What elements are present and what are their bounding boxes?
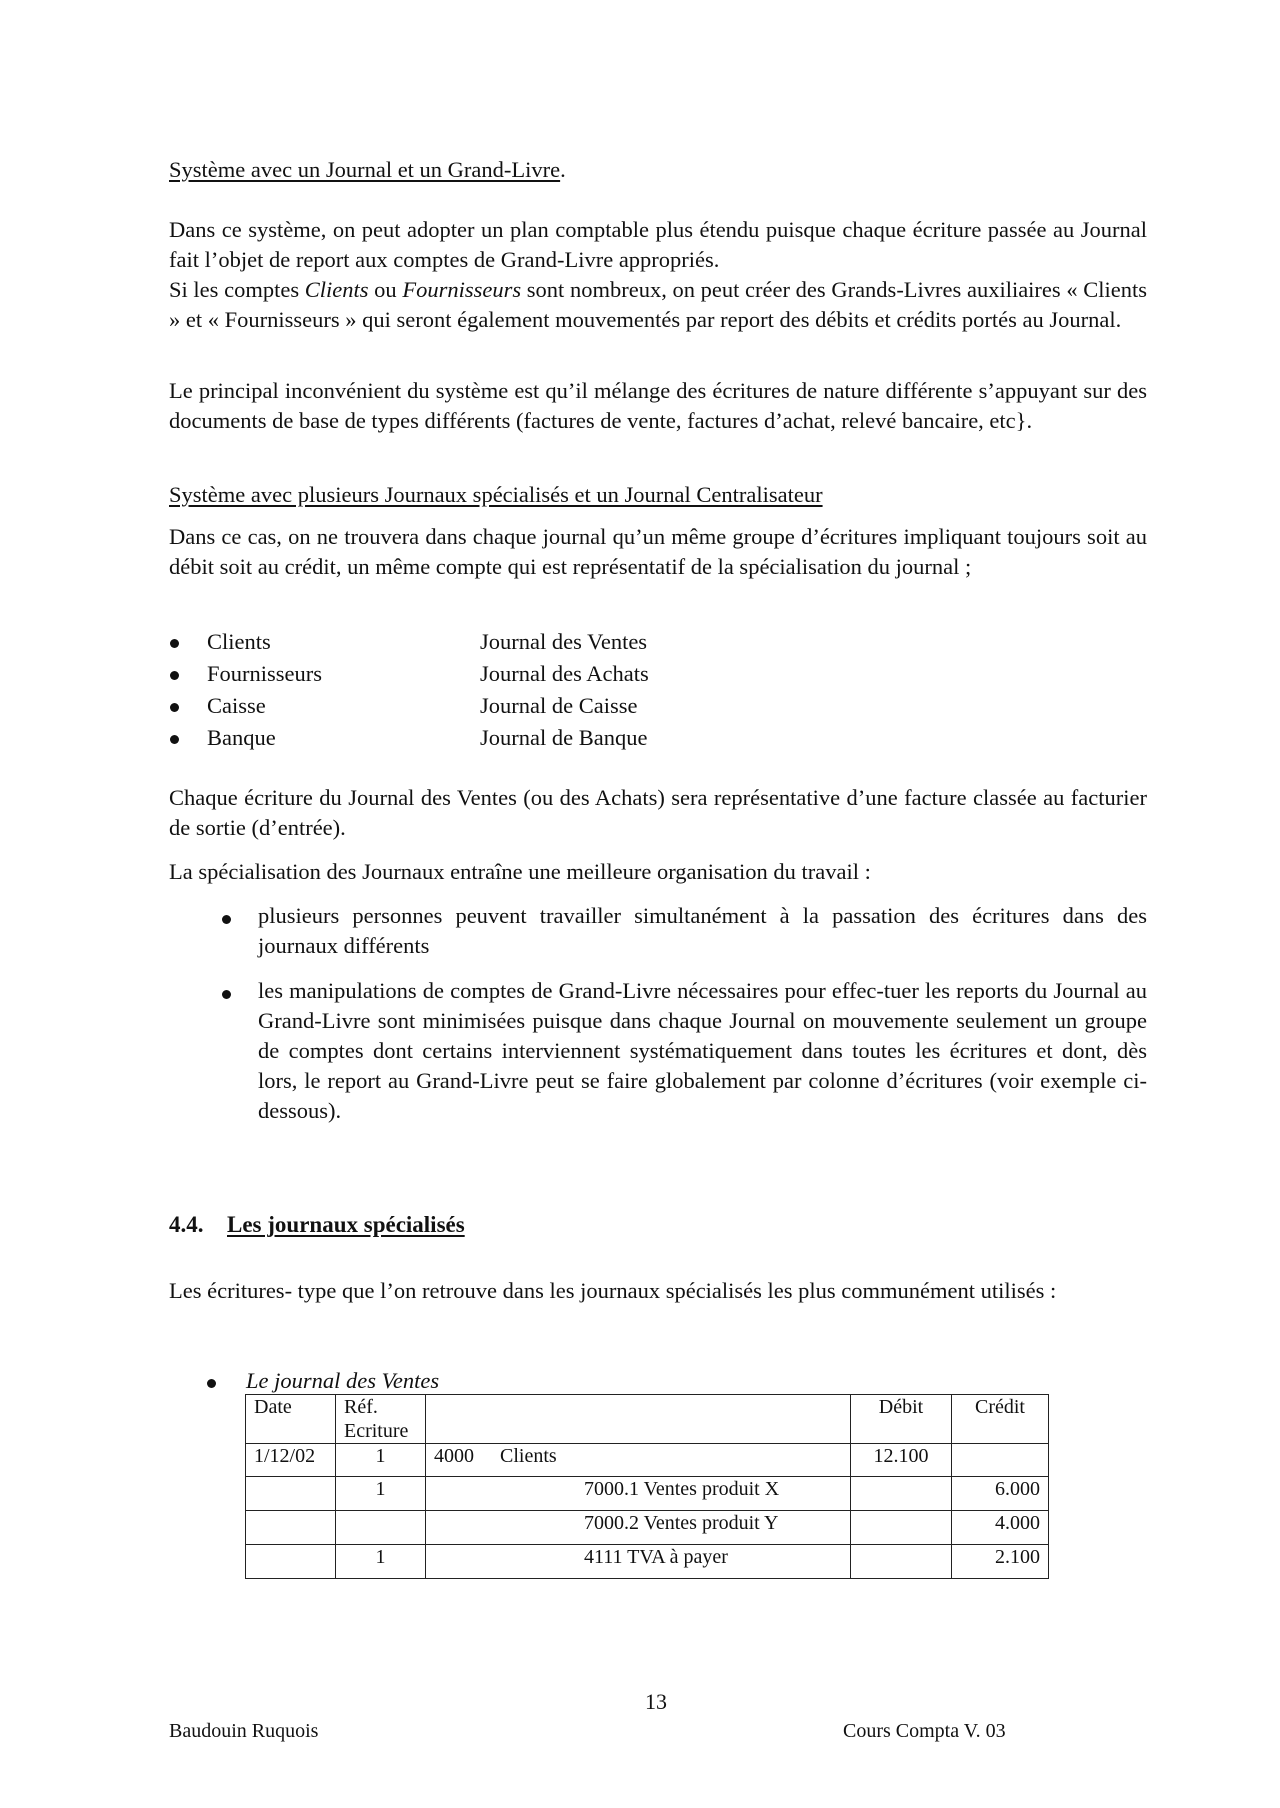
bullet-icon	[170, 722, 179, 752]
heading-system-journal-grand-livre: Système avec un Journal et un Grand-Livre.	[169, 157, 566, 182]
cell-ref: 1	[336, 1477, 426, 1511]
page-number: 13	[645, 1689, 667, 1714]
header-date: Date	[246, 1395, 336, 1444]
list-item-account: Fournisseurs	[207, 661, 323, 686]
header-account	[426, 1395, 851, 1444]
cell-debit	[851, 1477, 952, 1511]
heading-system-journaux-specialises: Système avec plusieurs Journaux spécialisés et un Journal Centralisateur	[169, 482, 823, 507]
cell-account	[426, 1444, 851, 1477]
cell-ref: 1	[336, 1444, 426, 1477]
section-heading: 4.4. Les journaux spécialisés	[169, 1212, 465, 1237]
cell-credit: 4.000	[952, 1511, 1049, 1545]
list-item-advantage: plusieurs personnes peuvent travailler simultanément à la passation des écritures dans des journaux différents	[258, 903, 1147, 958]
paragraph-grands-livres-auxiliaires: Si les comptes Clients ou Fournisseurs sont nombreux, on peut créer des Grands-Livres auxiliaires « Clients » et « Fournisseurs » qui seront également mouvementés par report des débits et crédits portés au Journal.	[169, 277, 1148, 332]
cell-date	[246, 1477, 336, 1511]
account-label: Ventes produit X	[643, 1478, 780, 1500]
bullet-icon	[222, 977, 231, 1007]
paragraph-plan-comptable: Dans ce système, on peut adopter un plan comptable plus étendu puisque chaque écriture passée au Journal fait l’objet de report aux comptes de Grand-Livre appropriés.	[169, 217, 1147, 272]
paragraph-ecritures-type: Les écritures- type que l’on retrouve dans les journaux spécialisés les plus communément utilisés :	[169, 1278, 1057, 1303]
bullet-icon	[170, 690, 179, 720]
cell-date: 1/12/02	[246, 1444, 336, 1477]
footer-course-version: Cours Compta V. 03	[843, 1720, 1006, 1742]
header-credit: Crédit	[952, 1395, 1049, 1444]
cell-account	[426, 1511, 851, 1545]
bullet-icon	[222, 902, 231, 932]
header-debit: Débit	[851, 1395, 952, 1444]
journal-ventes-label: Le journal des Ventes	[246, 1368, 440, 1393]
cell-debit	[851, 1545, 952, 1579]
cell-credit	[952, 1444, 1049, 1477]
account-label: Clients	[500, 1445, 557, 1467]
journal-ventes-table	[245, 1394, 1049, 1579]
table-header-row	[246, 1395, 1049, 1444]
cell-credit: 2.100	[952, 1545, 1049, 1579]
list-item-account: Caisse	[207, 693, 266, 718]
list-item-journal: Journal des Ventes	[480, 629, 648, 654]
bullet-icon	[170, 626, 179, 656]
account-number: 7000.1	[584, 1478, 639, 1500]
table-row	[246, 1444, 1049, 1477]
account-number: 7000.2	[584, 1512, 639, 1534]
paragraph-ecriture-journal-ventes: Chaque écriture du Journal des Ventes (ou des Achats) sera représentative d’une facture classée au facturier de sortie (d’entrée).	[169, 785, 1147, 840]
bullet-icon	[207, 1366, 216, 1396]
cell-account	[426, 1477, 851, 1511]
account-number: 4111	[584, 1546, 623, 1568]
cell-date	[246, 1511, 336, 1545]
cell-account	[426, 1545, 851, 1579]
cell-date	[246, 1545, 336, 1579]
paragraph-inconvenient: Le principal inconvénient du système est qu’il mélange des écritures de nature différente s’appuyant sur des documents de base de types différents (factures de vente, factures d’achat, relevé bancaire, etc}.	[169, 378, 1147, 433]
cell-debit	[851, 1511, 952, 1545]
list-item-account: Banque	[207, 725, 276, 750]
account-label: Ventes produit Y	[643, 1512, 779, 1534]
cell-ref	[336, 1511, 426, 1545]
list-item-account: Clients	[207, 629, 271, 654]
cell-ref: 1	[336, 1545, 426, 1579]
account-number: 4000	[434, 1445, 474, 1467]
list-item-journal: Journal de Banque	[480, 725, 648, 750]
list-item-journal: Journal de Caisse	[480, 693, 638, 718]
cell-credit: 6.000	[952, 1477, 1049, 1511]
table-row	[246, 1477, 1049, 1511]
paragraph-specialisation: Dans ce cas, on ne trouvera dans chaque journal qu’un même groupe d’écritures impliquant toujours soit au débit soit au crédit, un même compte qui est représentatif de la spécialisation du journal ;	[169, 524, 1147, 579]
list-item-advantage: les manipulations de comptes de Grand-Livre nécessaires pour effec-tuer les reports du Journal au Grand-Livre sont minimisées puisque dans chaque Journal on mouvemente seulement un groupe de comptes dont certains interviennent systématiquement dans toutes les écritures et dont, dès lors, le report au Grand-Livre peut se faire globalement par colonne d’écritures (voir exemple ci-dessous).	[258, 978, 1147, 1123]
header-ref: Réf. Ecriture	[336, 1395, 426, 1444]
list-item-journal: Journal des Achats	[480, 661, 649, 686]
account-label: TVA à payer	[627, 1546, 728, 1568]
table-row	[246, 1545, 1049, 1579]
paragraph-organisation-travail: La spécialisation des Journaux entraîne une meilleure organisation du travail :	[169, 859, 871, 884]
footer-author: Baudouin Ruquois	[169, 1720, 319, 1742]
bullet-icon	[170, 658, 179, 688]
cell-debit: 12.100	[851, 1444, 952, 1477]
table-row	[246, 1511, 1049, 1545]
